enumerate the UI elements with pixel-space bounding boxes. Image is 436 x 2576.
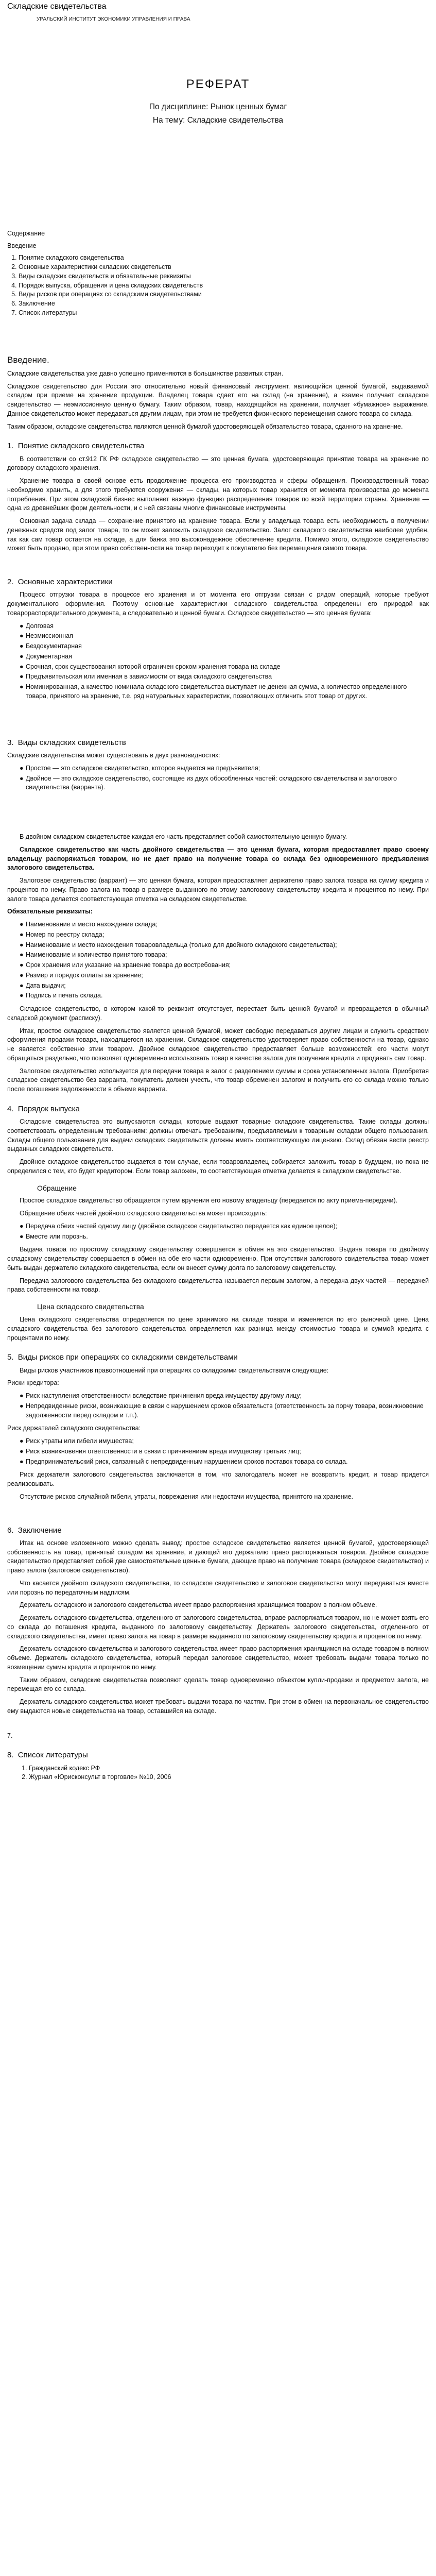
section-paragraph: Хранение товара в своей основе есть продолжение процесса его производства и сферы обращения. Производственный товар необходимо хранить, а для этого требуются сооружения — склады, на которых товар хранится от момента производства до момента потребления. При этом складской бизнес выполняет важную функцию распределения товаров по всей территории страны. Хранение — одна из древнейших форм деятельности, и с ней связаны многие финансовые инструменты. (7, 477, 429, 512)
section-paragraph: Риск держателя залогового свидетельства заключается в том, что залогодатель может не возвратить кредит, и товар придется реализовывать. (7, 1471, 429, 1488)
toc-title: Содержание (7, 229, 45, 237)
cover-block (7, 76, 429, 126)
section-paragraph: Итак, простое складское свидетельство является ценной бумагой, может свободно передаваться другим лицам и служить средством оформления продажи товара, находящегося на хранении. Складское свидетельство удостоверяет право собственности на товар, однако не является собственно этим товаром. Двойное складское свидетельство предоставляет больше возможностей: его части могут обращаться раздельно, что позволяет одновременно использовать товар в качестве залога для получения кредита и продавать сам товар. (7, 1027, 429, 1062)
risks-label: Риски кредитора: (7, 1379, 59, 1387)
section-title: Основные характеристики (18, 578, 113, 587)
list-item: ● Документарная (20, 652, 429, 662)
list-item: ● Бездокументарная (20, 642, 429, 651)
list-item: ● Подпись и печать склада. (20, 991, 429, 1001)
section-paragraph: Держатель складского свидетельства, отделенного от залогового свидетельства, вправе распоряжаться товаром, но не может взять его со склада до погашения кредита, выданного по залоговому свидетельству. Держатель залогового свидетельства, отделенного от складского свидетельства, имеет право залога на товар в размере выданного по залоговому свидетельству кредита и процентов по нему. (7, 1614, 429, 1640)
section-paragraph: Держатель складского свидетельства и залогового свидетельства имеет право распоряжения хранящимся на складе товаром в полном объеме. Держатель складского свидетельства, который передал залоговое свидетельство, может требовать выдачи товара только по возмещении суммы кредита и процентов по нему. (7, 1645, 429, 1671)
list-item: ● Срочная, срок существования которой ограничен сроком хранения товара на складе (20, 663, 429, 672)
toc-item: 3. Виды складских свидетельств и обязательные реквизиты (19, 272, 429, 281)
list-item: ● Риск наступления ответственности вследствие причинения вреда имуществу другому лицу; (20, 1392, 429, 1401)
section-paragraph: Основная задача склада — сохранение принятого на хранение товара. Если у владельца товара есть необходимость в получении денежных средств под залог товара, то он может заложить складское свидетельство. Залог складского свидетельства наиболее удобен, так как сам товар остается на складе, а для банка это высоконадежное обеспечение кредита. Помимо этого, складское свидетельство может быть продано, при этом право собственности на товар переходит к покупателю без перемещения самого товара. (7, 517, 429, 552)
bullet-icon: ● (20, 632, 24, 640)
list-item: ● Наименование и количество принятого товара; (20, 951, 429, 960)
section-paragraph: Держатель складского и залогового свидетельства имеет право распоряжения хранящимся товаром в полном объеме. (20, 1601, 377, 1609)
bullet-icon: ● (20, 652, 24, 660)
section-paragraph: Отсутствие рисков случайной гибели, утраты, повреждения или недостачи имущества, принятого на хранение. (20, 1493, 354, 1500)
references-list (7, 1764, 429, 1783)
section-paragraph: Выдача товара по простому складскому свидетельству совершается в обмен на это свидетельство. Выдача товара по двойному складскому свидетельству совершается в обмен на обе его части одновременно. При отсутствии залогового свидетельства товар может быть выдан держателю складского свидетельства, если он внесет сумму долга по залоговому свидетельству. (7, 1246, 429, 1272)
section-title: Порядок выпуска (18, 1104, 80, 1113)
intro-heading: Введение. (7, 354, 49, 365)
section-paragraph: Виды рисков участников правоотношений при операциях со складскими свидетельствами следующие: (20, 1366, 329, 1374)
bullet-icon: ● (20, 951, 24, 959)
list-item: ● Риск утраты или гибели имущества; (20, 1437, 429, 1446)
toc-item: 5. Виды рисков при операциях со складскими свидетельствами (19, 290, 429, 299)
subsection-heading: Обращение (37, 1183, 77, 1192)
section-paragraph: Залоговое свидетельство используется для передачи товара в залог с разделением суммы и срока установленных залога. Приобретая складское свидетельство без варранта, покупатель должен учесть, что товар обременен залогом и получить его со склада можно только после погашения задолженности в объеме варранта. (7, 1067, 429, 1093)
bullet-icon: ● (20, 971, 24, 979)
bullet-icon: ● (20, 1402, 24, 1410)
section-3-heading (7, 737, 429, 748)
toc-item: 6. Заключение (19, 299, 429, 309)
section-title: Заключение (18, 1526, 62, 1535)
report-heading: РЕФЕРАТ (186, 77, 250, 91)
list-item: ● Номинированная, а качество номинала складского свидетельства выступает не денежная сумма, а количество определенного товара, принятого на хранение, т.е. ряд натуральных характеристик, позволяющих отличить этот товар от других. (20, 683, 407, 700)
list-item: ● Номер по реестру склада; (20, 930, 429, 940)
section-number: 3. (7, 738, 14, 747)
section-title: Список литературы (18, 1751, 88, 1760)
institute-name: УРАЛЬСКИЙ ИНСТИТУТ ЭКОНОМИКИ УПРАВЛЕНИЯ И ПРАВА (37, 16, 190, 22)
list-item: ● Вместе или порознь. (20, 1232, 429, 1242)
section-number: 1. (7, 442, 14, 451)
types-list (7, 764, 429, 792)
characteristics-list (7, 622, 429, 701)
bullet-icon: ● (20, 1232, 24, 1240)
page-number: 7. (7, 1732, 13, 1739)
section-number: 2. (7, 578, 14, 587)
section-paragraph: Залоговое свидетельство (варрант) — это ценная бумага, которая предоставляет держателю право залога товара на сумму кредита и процентов по нему. Право залога на товар в размере выданного по этому залоговому свидетельству кредита и процентов по нему. При залоге товара делается соответствующая отметка на складском свидетельстве. (7, 877, 429, 903)
section-paragraph: Двойное складское свидетельство выдается в том случае, если товаровладелец собирается заложить товар в будущем, но пока не определился с тем, кто будет кредитором. Если товар заложен, то соответствующая отметка делается в складском свидетельстве. (7, 1158, 429, 1175)
section-title: Виды рисков при операциях со складскими свидетельствами (18, 1353, 238, 1362)
section-6-heading (7, 1525, 429, 1536)
circulation-list (7, 1222, 429, 1242)
bullet-icon: ● (20, 930, 24, 938)
section-paragraph: Обращение обеих частей двойного складского свидетельства может происходить: (20, 1210, 267, 1217)
toc-item: 7. Список литературы (19, 309, 429, 318)
section-number: 4. (7, 1104, 14, 1113)
bullet-icon: ● (20, 921, 24, 928)
bullet-icon: ● (20, 683, 24, 691)
bullet-icon: ● (20, 774, 24, 782)
list-item: ● Неэмиссионная (20, 632, 429, 641)
holder-risks-list (7, 1437, 429, 1466)
section-paragraph: В соответствии со ст.912 ГК РФ складское свидетельство — это ценная бумага, удостоверяющая принятие товара на хранение по договору складского хранения. (7, 455, 429, 472)
section-paragraph: Итак на основе изложенного можно сделать вывод: простое складское свидетельство является ценной бумагой, удостоверяющей собственность на товар, принятый складом на хранение, и дающей его держателю право распоряжаться товаром. Двойное складское свидетельство представляет собой две самостоятельные ценные бумаги, дающие право на получение товара (складское свидетельство) и право залога (залоговое свидетельство). (7, 1539, 429, 1574)
bullet-icon: ● (20, 673, 24, 681)
document-title: Складские свидетельства (7, 2, 107, 11)
list-item: ● Наименование и место нахождения товаровладельца (только для двойного складского свидетельства); (20, 941, 429, 950)
section-5-heading (7, 1352, 429, 1363)
section-2-heading (7, 577, 429, 587)
list-item: ● Двойное — это складское свидетельство, состоящее из двух обособленных частей: складского свидетельства и залогового свидетельства (варранта). (20, 774, 397, 791)
section-paragraph: Складские свидетельства это выпускаются склады, которые выдают товарные складские свидетельства. Такие склады должны соответствовать определенным требованиям: должны отвечать требованиям, предъявляемым к товарным складам общего пользования. Склады общего пользования для выдачи складских свидетельств должны иметь соответствующую лицензию. Склад обязан вести реестр выданных складских свидетельств. (7, 1118, 429, 1153)
section-number: 6. (7, 1526, 14, 1535)
bullet-icon: ● (20, 622, 24, 630)
bullet-icon: ● (20, 1458, 24, 1465)
section-title: Понятие складского свидетельства (18, 442, 145, 451)
section-paragraph: В двойном складском свидетельстве каждая его часть представляет собой самостоятельную ценную бумагу. (20, 833, 347, 840)
bullet-icon: ● (20, 1392, 24, 1400)
bullet-icon: ● (20, 961, 24, 969)
requisites-heading: Обязательные реквизиты: (7, 908, 93, 916)
section-number: 8. (7, 1751, 14, 1760)
topic-line: На тему: Складские свидетельства (152, 115, 284, 125)
bullet-icon: ● (20, 941, 24, 948)
section-paragraph: Складские свидетельства может существовать в двух разновидностях: (7, 752, 220, 759)
section-paragraph: Передача залогового свидетельства без складского свидетельства называется первым залогом, а передача двух частей — передачей права собственности на товар. (7, 1277, 429, 1294)
subsection-heading: Цена складского свидетельства (37, 1302, 144, 1311)
section-paragraph: Что касается двойного складского свидетельства, то складское свидетельство и залоговое свидетельство могут передаваться вместе или порознь по передаточным надписям. (7, 1579, 429, 1596)
section-title: Виды складских свидетельств (18, 738, 126, 747)
references-heading (7, 1750, 429, 1760)
intro-paragraph: Складское свидетельство для России это относительно новый финансовый инструмент, являющийся ценной бумагой, выдаваемой складом при приеме на хранение продукции. Владелец товара сдает его на склад (на хранение), а взамен получает складское свидетельство — неэмиссионную ценную бумагу. Таким образом, товар, находящийся на хранении, получает «бумажное» выражение. Данное свидетельство может передаваться другим лицам, при этом не требуется физического перемещения самого товара со склада. (7, 382, 429, 417)
intro-paragraph: Таким образом, складские свидетельства являются ценной бумагой удостоверяющей обязательство товара, сданного на хранение. (7, 422, 403, 430)
list-item: ● Наименование и место нахождение склада; (20, 920, 429, 929)
list-item: ● Передача обеих частей одному лицу (двойное складское свидетельство передается как единое целое); (20, 1222, 429, 1231)
section-paragraph: Простое складское свидетельство обращается путем вручения его новому владельцу (передается по акту приема-передачи). (20, 1197, 398, 1205)
bullet-icon: ● (20, 663, 24, 670)
section-paragraph: Держатель складского свидетельства может требовать выдачи товара по частям. При этом в обмен на первоначальное свидетельство ему выдаются новые свидетельства на товар, оставшийся на складе. (7, 1698, 429, 1715)
discipline-line: По дисциплине: Рынок ценных бумаг (149, 102, 287, 111)
requisites-list (7, 920, 429, 1001)
risks-label: Риск держателей складского свидетельства: (7, 1425, 141, 1432)
bullet-icon: ● (20, 764, 24, 772)
list-item: ● Размер и порядок оплаты за хранение; (20, 971, 429, 980)
list-item: ● Срок хранения или указание на хранение товара до востребования; (20, 961, 429, 970)
table-of-contents (7, 229, 429, 318)
section-4-heading (7, 1104, 429, 1114)
section-paragraph: Складское свидетельство, в котором какой-то реквизит отсутствует, перестает быть ценной бумагой и превращается в обычный складской документ (расписку). (7, 1005, 429, 1022)
section-paragraph: Процесс отгрузки товара в процессе его хранения и от момента его отгрузки связан с рядом операций, которые требуют документального оформления. Поэтому основные характеристики складского свидетельства определены его природой как товарораспорядительного документа, а следовательно и ценной бумаги. Складское свидетельство — это ценная бумага: (7, 591, 429, 617)
list-item: ● Дата выдачи; (20, 981, 429, 991)
reference-item: 2. Журнал «Юрисконсульт в торговле» №10, 2006 (29, 1773, 429, 1782)
section-paragraph: Таким образом, складские свидетельства позволяют сделать товар одновременно объектом купли-продажи и предметом залога, не перемещая его со склада. (7, 1676, 429, 1693)
bullet-icon: ● (20, 642, 24, 650)
toc-item: 1. Понятие складского свидетельства (19, 253, 429, 263)
bullet-icon: ● (20, 981, 24, 989)
bullet-icon: ● (20, 1222, 24, 1230)
section-1-heading (7, 440, 429, 451)
list-item: ● Предъявительская или именная в зависимости от вида складского свидетельства (20, 672, 429, 682)
creditor-risks-list (7, 1392, 429, 1420)
toc-intro: Введение (7, 242, 37, 249)
bullet-icon: ● (20, 1447, 24, 1455)
reference-item: 1. Гражданский кодекс РФ (29, 1764, 429, 1773)
list-item: ● Риск возникновения ответственности в связи с причинением вреда имуществу третьих лиц; (20, 1447, 429, 1456)
section-paragraph: Складское свидетельство как часть двойного свидетельства — это ценная бумага, которая предоставляет право своему владельцу распоряжаться товаром, но не дает право на получение товара со склада без одновременного предъявления залогового свидетельства. (7, 845, 429, 872)
list-item: ● Непредвиденные риски, возникающие в связи с нарушением сроков обязательств (ответственность за порчу товара, возникновение задолженности перед складом и т.п.). (20, 1402, 424, 1419)
bullet-icon: ● (20, 992, 24, 999)
list-item: ● Простое — это складское свидетельство, которое выдается на предъявителя; (20, 764, 429, 773)
bullet-icon: ● (20, 1437, 24, 1445)
list-item: ● Долговая (20, 622, 429, 631)
intro-paragraph: Складские свидетельства уже давно успешно применяются в большинстве развитых стран. (7, 369, 284, 377)
section-paragraph: Цена складского свидетельства определяется по цене хранимого на складе товара и изменяется по его рыночной цене. Цена складского свидетельства без залогового свидетельства определяется как разница между стоимостью товара и суммой кредита с процентами по нему. (7, 1316, 429, 1342)
section-number: 5. (7, 1353, 14, 1362)
list-item: ● Предпринимательский риск, связанный с непредвиденным нарушением сроков поставок товара со склада. (20, 1458, 429, 1467)
toc-item: 2. Основные характеристики складских свидетельств (19, 263, 429, 272)
toc-item: 4. Порядок выпуска, обращения и цена складских свидетельств (19, 281, 429, 291)
